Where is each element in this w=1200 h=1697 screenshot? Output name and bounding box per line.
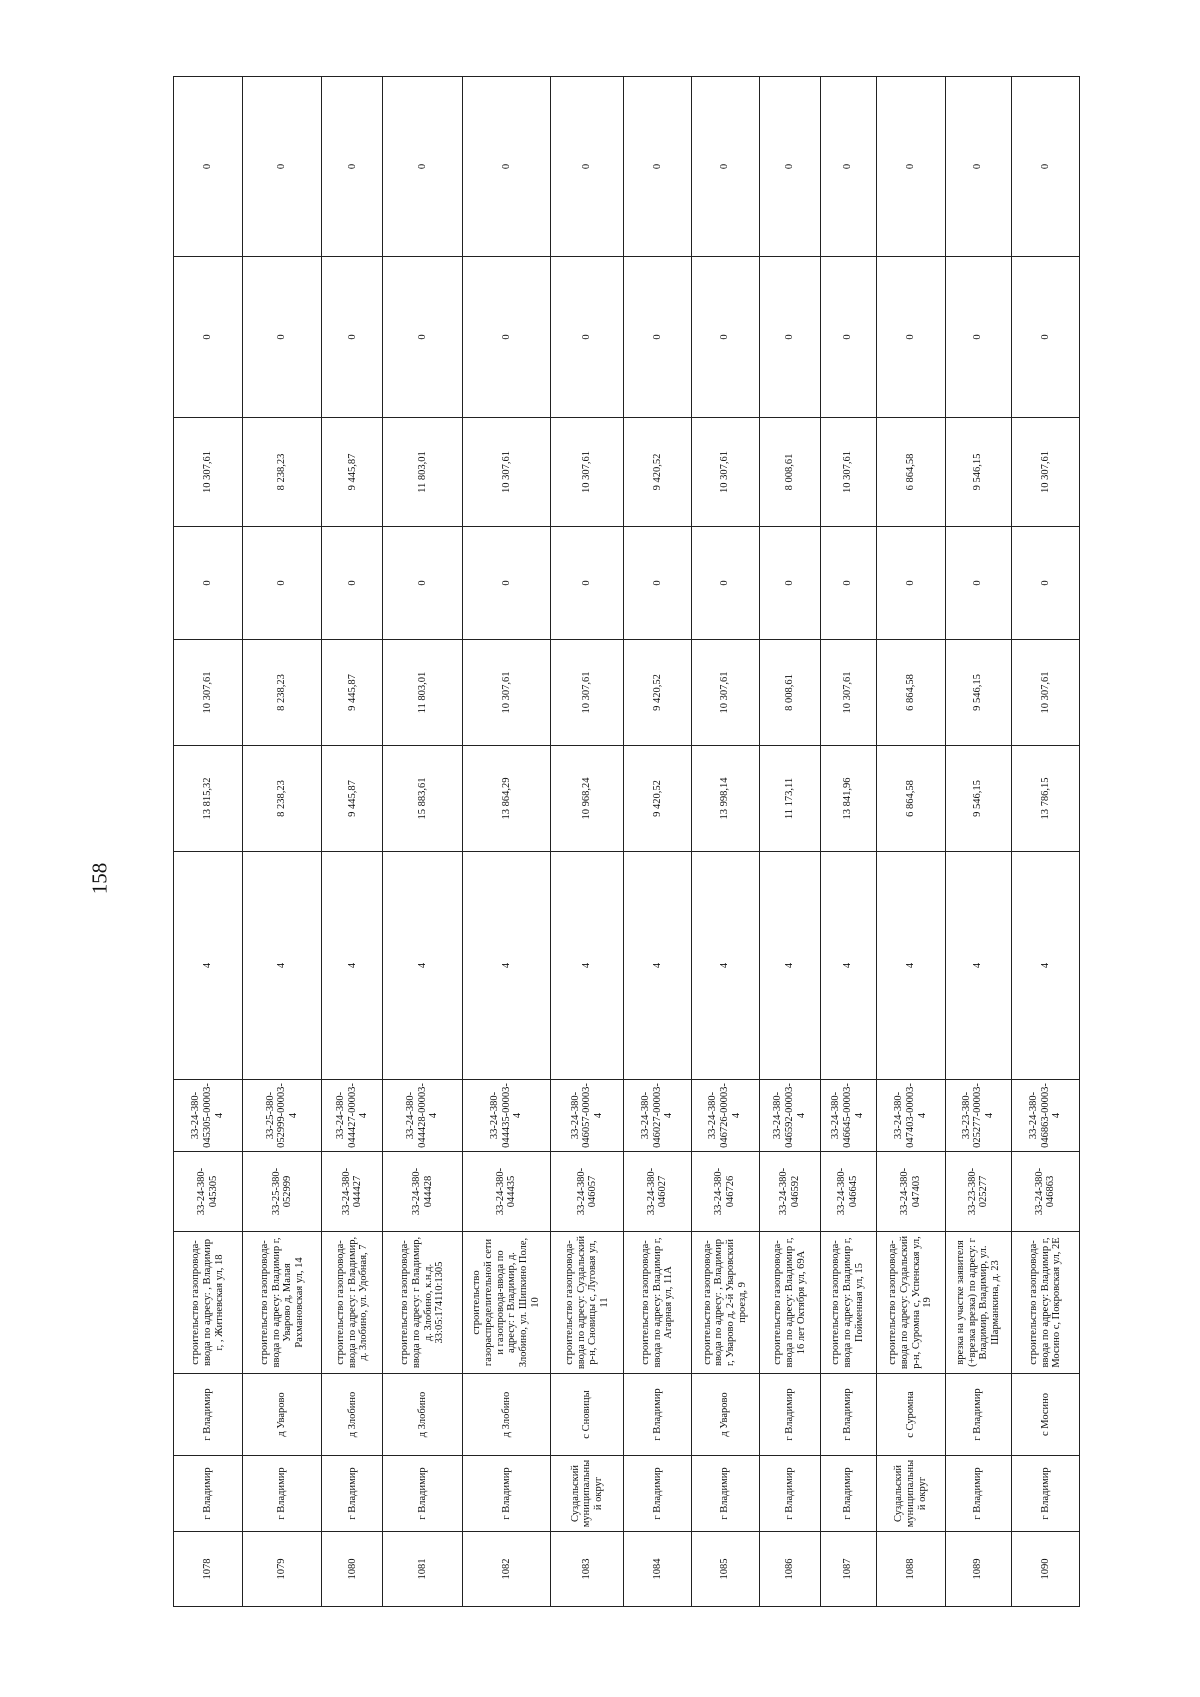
amount-2-cell: 10 307,61	[174, 640, 243, 746]
amount-3-cell: 0	[322, 527, 383, 640]
object-description-cell: строительство газопровода-ввода по адресу: Владимир г, Пойменная ул, 15	[820, 1232, 876, 1374]
cadastral-number-cell: 33-24-380-046726	[691, 1152, 759, 1232]
table-row	[243, 77, 322, 1607]
locality-cell: с Суромна	[876, 1374, 945, 1456]
registry-number-cell: 33-24-380-046645-00003-4	[820, 1080, 876, 1152]
amount-2-cell: 10 307,61	[1011, 640, 1079, 746]
municipal-district-cell: г Владимир	[820, 1456, 876, 1532]
row-number-cell: 1087	[820, 1532, 876, 1607]
registry-number-cell: 33-24-380-046592-00003-4	[759, 1080, 820, 1152]
amount-5-cell: 0	[551, 257, 624, 418]
municipal-district-cell: г Владимир	[624, 1456, 691, 1532]
amount-1-cell: 13 841,96	[820, 746, 876, 852]
registry-number-cell: 33-25-380-052999-00003-4	[243, 1080, 322, 1152]
row-number-cell: 1079	[243, 1532, 322, 1607]
object-description-cell: строительство газопровода-ввода по адресу: , Владимир г, Уварово д, 2-й Уваровский проезд, 9	[691, 1232, 759, 1374]
row-number-cell: 1089	[945, 1532, 1011, 1607]
municipal-district-cell: Суздальский муниципальный округ	[551, 1456, 624, 1532]
amount-5-cell: 0	[876, 257, 945, 418]
category-cell: 4	[551, 852, 624, 1080]
amount-6-cell: 0	[1011, 77, 1079, 257]
municipal-district-cell: г Владимир	[322, 1456, 383, 1532]
amount-1-cell: 9 420,52	[624, 746, 691, 852]
amount-3-cell: 0	[551, 527, 624, 640]
table-row	[691, 77, 759, 1607]
amount-5-cell: 0	[945, 257, 1011, 418]
amount-1-cell: 11 173,11	[759, 746, 820, 852]
registry-number-cell: 33-24-380-045305-00003-4	[174, 1080, 243, 1152]
object-description-cell: строительство газопровода-ввода по адресу: Владимир г, Мосино с, Покровская ул, 2Е	[1011, 1232, 1079, 1374]
amount-6-cell: 0	[383, 77, 462, 257]
register-table-rotated	[173, 77, 1080, 1607]
amount-4-cell: 9 546,15	[945, 418, 1011, 527]
amount-3-cell: 0	[945, 527, 1011, 640]
amount-2-cell: 10 307,61	[462, 640, 550, 746]
amount-6-cell: 0	[462, 77, 550, 257]
municipal-district-cell: Суздальский муниципальный округ	[876, 1456, 945, 1532]
amount-2-cell: 8 238,23	[243, 640, 322, 746]
amount-6-cell: 0	[322, 77, 383, 257]
page-number: 158	[87, 862, 112, 895]
locality-cell: д Злобино	[462, 1374, 550, 1456]
locality-cell: д Злобино	[322, 1374, 383, 1456]
amount-3-cell: 0	[383, 527, 462, 640]
amount-6-cell: 0	[876, 77, 945, 257]
table-row	[551, 77, 624, 1607]
amount-1-cell: 15 883,61	[383, 746, 462, 852]
row-number-cell: 1088	[876, 1532, 945, 1607]
amount-6-cell: 0	[174, 77, 243, 257]
cadastral-number-cell: 33-24-380-044427	[322, 1152, 383, 1232]
amount-1-cell: 13 786,15	[1011, 746, 1079, 852]
amount-2-cell: 11 803,01	[383, 640, 462, 746]
amount-1-cell: 8 238,23	[243, 746, 322, 852]
amount-3-cell: 0	[820, 527, 876, 640]
row-number-cell: 1084	[624, 1532, 691, 1607]
municipal-district-cell: г Владимир	[691, 1456, 759, 1532]
category-cell: 4	[1011, 852, 1079, 1080]
table-row	[174, 77, 243, 1607]
locality-cell: д Злобино	[383, 1374, 462, 1456]
category-cell: 4	[945, 852, 1011, 1080]
amount-3-cell: 0	[759, 527, 820, 640]
object-description-cell: строительство газопровода-ввода по адресу: Владимир г, Уварово д, Малая Рахмановская ул, 14	[243, 1232, 322, 1374]
municipal-district-cell: г Владимир	[1011, 1456, 1079, 1532]
amount-4-cell: 6 864,58	[876, 418, 945, 527]
cadastral-number-cell: 33-25-380-052999	[243, 1152, 322, 1232]
row-number-cell: 1078	[174, 1532, 243, 1607]
amount-6-cell: 0	[624, 77, 691, 257]
amount-6-cell: 0	[945, 77, 1011, 257]
amount-3-cell: 0	[691, 527, 759, 640]
amount-4-cell: 10 307,61	[551, 418, 624, 527]
amount-4-cell: 9 420,52	[624, 418, 691, 527]
amount-4-cell: 10 307,61	[820, 418, 876, 527]
amount-3-cell: 0	[243, 527, 322, 640]
registry-number-cell: 33-24-380-046863-00003-4	[1011, 1080, 1079, 1152]
category-cell: 4	[691, 852, 759, 1080]
object-description-cell: строительство газопровода-ввода по адресу: г Владимир, д. Злобино, ул. Удобная, 7	[322, 1232, 383, 1374]
category-cell: 4	[624, 852, 691, 1080]
amount-5-cell: 0	[243, 257, 322, 418]
amount-6-cell: 0	[759, 77, 820, 257]
register-table	[173, 76, 1080, 1607]
amount-1-cell: 9 445,87	[322, 746, 383, 852]
amount-5-cell: 0	[462, 257, 550, 418]
amount-6-cell: 0	[820, 77, 876, 257]
object-description-cell: строительство газопровода-ввода по адресу: Суздальский р-н, Суромна с, Успенская ул, 19	[876, 1232, 945, 1374]
table-row	[759, 77, 820, 1607]
row-number-cell: 1081	[383, 1532, 462, 1607]
category-cell: 4	[243, 852, 322, 1080]
amount-5-cell: 0	[624, 257, 691, 418]
registry-number-cell: 33-24-380-044435-00003-4	[462, 1080, 550, 1152]
object-description-cell: врезка на участке заявителя (+врезка врезка) по адресу: г Владимир, Владимир, ул. Шарманкина, д. 23	[945, 1232, 1011, 1374]
category-cell: 4	[759, 852, 820, 1080]
amount-2-cell: 8 008,61	[759, 640, 820, 746]
table-row	[624, 77, 691, 1607]
amount-4-cell: 11 803,01	[383, 418, 462, 527]
locality-cell: д Уварово	[691, 1374, 759, 1456]
object-description-cell: строительство газораспределительной сети и газопровода-ввода по адресу: г Владимир, д. Злобино, ул. Шипкино Поле, 10	[462, 1232, 550, 1374]
amount-5-cell: 0	[174, 257, 243, 418]
amount-6-cell: 0	[551, 77, 624, 257]
municipal-district-cell: г Владимир	[759, 1456, 820, 1532]
table-row	[876, 77, 945, 1607]
object-description-cell: строительство газопровода-ввода по адресу: Владимир г, Агарная ул, 11А	[624, 1232, 691, 1374]
table-row	[462, 77, 550, 1607]
table-row	[1011, 77, 1079, 1607]
municipal-district-cell: г Владимир	[243, 1456, 322, 1532]
amount-4-cell: 10 307,61	[462, 418, 550, 527]
cadastral-number-cell: 33-24-380-047403	[876, 1152, 945, 1232]
amount-4-cell: 9 445,87	[322, 418, 383, 527]
amount-3-cell: 0	[624, 527, 691, 640]
row-number-cell: 1083	[551, 1532, 624, 1607]
amount-5-cell: 0	[759, 257, 820, 418]
cadastral-number-cell: 33-24-380-046645	[820, 1152, 876, 1232]
locality-cell: г Владимир	[820, 1374, 876, 1456]
category-cell: 4	[383, 852, 462, 1080]
amount-4-cell: 8 008,61	[759, 418, 820, 527]
amount-3-cell: 0	[876, 527, 945, 640]
category-cell: 4	[876, 852, 945, 1080]
municipal-district-cell: г Владимир	[462, 1456, 550, 1532]
amount-2-cell: 9 546,15	[945, 640, 1011, 746]
object-description-cell: строительство газопровода-ввода по адресу: г Владимир, д. Злобино, к.н.д. 33:05:174110:1305	[383, 1232, 462, 1374]
cadastral-number-cell: 33-24-380-046027	[624, 1152, 691, 1232]
locality-cell: г Владимир	[945, 1374, 1011, 1456]
amount-1-cell: 13 815,32	[174, 746, 243, 852]
amount-4-cell: 10 307,61	[1011, 418, 1079, 527]
locality-cell: г Владимир	[174, 1374, 243, 1456]
registry-number-cell: 33-24-380-046027-00003-4	[624, 1080, 691, 1152]
cadastral-number-cell: 33-24-380-046863	[1011, 1152, 1079, 1232]
amount-5-cell: 0	[691, 257, 759, 418]
amount-2-cell: 9 445,87	[322, 640, 383, 746]
table-row	[322, 77, 383, 1607]
object-description-cell: строительство газопровода-ввода по адресу: , Владимир г, , Житневская ул, 18	[174, 1232, 243, 1374]
amount-2-cell: 10 307,61	[820, 640, 876, 746]
row-number-cell: 1090	[1011, 1532, 1079, 1607]
municipal-district-cell: г Владимир	[945, 1456, 1011, 1532]
amount-5-cell: 0	[322, 257, 383, 418]
locality-cell: с Мосино	[1011, 1374, 1079, 1456]
cadastral-number-cell: 33-24-380-044428	[383, 1152, 462, 1232]
table-row	[820, 77, 876, 1607]
registry-number-cell: 33-23-380-025277-00003-4	[945, 1080, 1011, 1152]
amount-3-cell: 0	[1011, 527, 1079, 640]
registry-number-cell: 33-24-380-046057-00003-4	[551, 1080, 624, 1152]
category-cell: 4	[174, 852, 243, 1080]
category-cell: 4	[322, 852, 383, 1080]
amount-4-cell: 8 238,23	[243, 418, 322, 527]
cadastral-number-cell: 33-24-380-046057	[551, 1152, 624, 1232]
cadastral-number-cell: 33-24-380-044435	[462, 1152, 550, 1232]
municipal-district-cell: г Владимир	[174, 1456, 243, 1532]
amount-1-cell: 6 864,58	[876, 746, 945, 852]
registry-number-cell: 33-24-380-047403-00003-4	[876, 1080, 945, 1152]
amount-1-cell: 13 998,14	[691, 746, 759, 852]
row-number-cell: 1080	[322, 1532, 383, 1607]
amount-2-cell: 6 864,58	[876, 640, 945, 746]
category-cell: 4	[820, 852, 876, 1080]
amount-3-cell: 0	[462, 527, 550, 640]
registry-number-cell: 33-24-380-046726-00003-4	[691, 1080, 759, 1152]
object-description-cell: строительство газопровода-ввода по адресу: Владимир г, 16 лет Октября ул, 69А	[759, 1232, 820, 1374]
object-description-cell: строительство газопровода-ввода по адресу: Суздальский р-н, Сновицы с, Луговая ул, 11	[551, 1232, 624, 1374]
cadastral-number-cell: 33-24-380-046592	[759, 1152, 820, 1232]
cadastral-number-cell: 33-24-380-045305	[174, 1152, 243, 1232]
locality-cell: с Сновицы	[551, 1374, 624, 1456]
amount-5-cell: 0	[383, 257, 462, 418]
amount-2-cell: 10 307,61	[551, 640, 624, 746]
locality-cell: г Владимир	[759, 1374, 820, 1456]
amount-5-cell: 0	[1011, 257, 1079, 418]
amount-1-cell: 13 864,29	[462, 746, 550, 852]
registry-number-cell: 33-24-380-044427-00003-4	[322, 1080, 383, 1152]
amount-6-cell: 0	[691, 77, 759, 257]
table-row	[383, 77, 462, 1607]
row-number-cell: 1082	[462, 1532, 550, 1607]
amount-5-cell: 0	[820, 257, 876, 418]
row-number-cell: 1085	[691, 1532, 759, 1607]
table-row	[945, 77, 1011, 1607]
amount-1-cell: 10 968,24	[551, 746, 624, 852]
amount-4-cell: 10 307,61	[691, 418, 759, 527]
amount-1-cell: 9 546,15	[945, 746, 1011, 852]
row-number-cell: 1086	[759, 1532, 820, 1607]
registry-number-cell: 33-24-380-044428-00003-4	[383, 1080, 462, 1152]
municipal-district-cell: г Владимир	[383, 1456, 462, 1532]
cadastral-number-cell: 33-23-380-025277	[945, 1152, 1011, 1232]
locality-cell: д Уварово	[243, 1374, 322, 1456]
locality-cell: г Владимир	[624, 1374, 691, 1456]
category-cell: 4	[462, 852, 550, 1080]
amount-2-cell: 9 420,52	[624, 640, 691, 746]
amount-6-cell: 0	[243, 77, 322, 257]
amount-4-cell: 10 307,61	[174, 418, 243, 527]
amount-2-cell: 10 307,61	[691, 640, 759, 746]
amount-3-cell: 0	[174, 527, 243, 640]
